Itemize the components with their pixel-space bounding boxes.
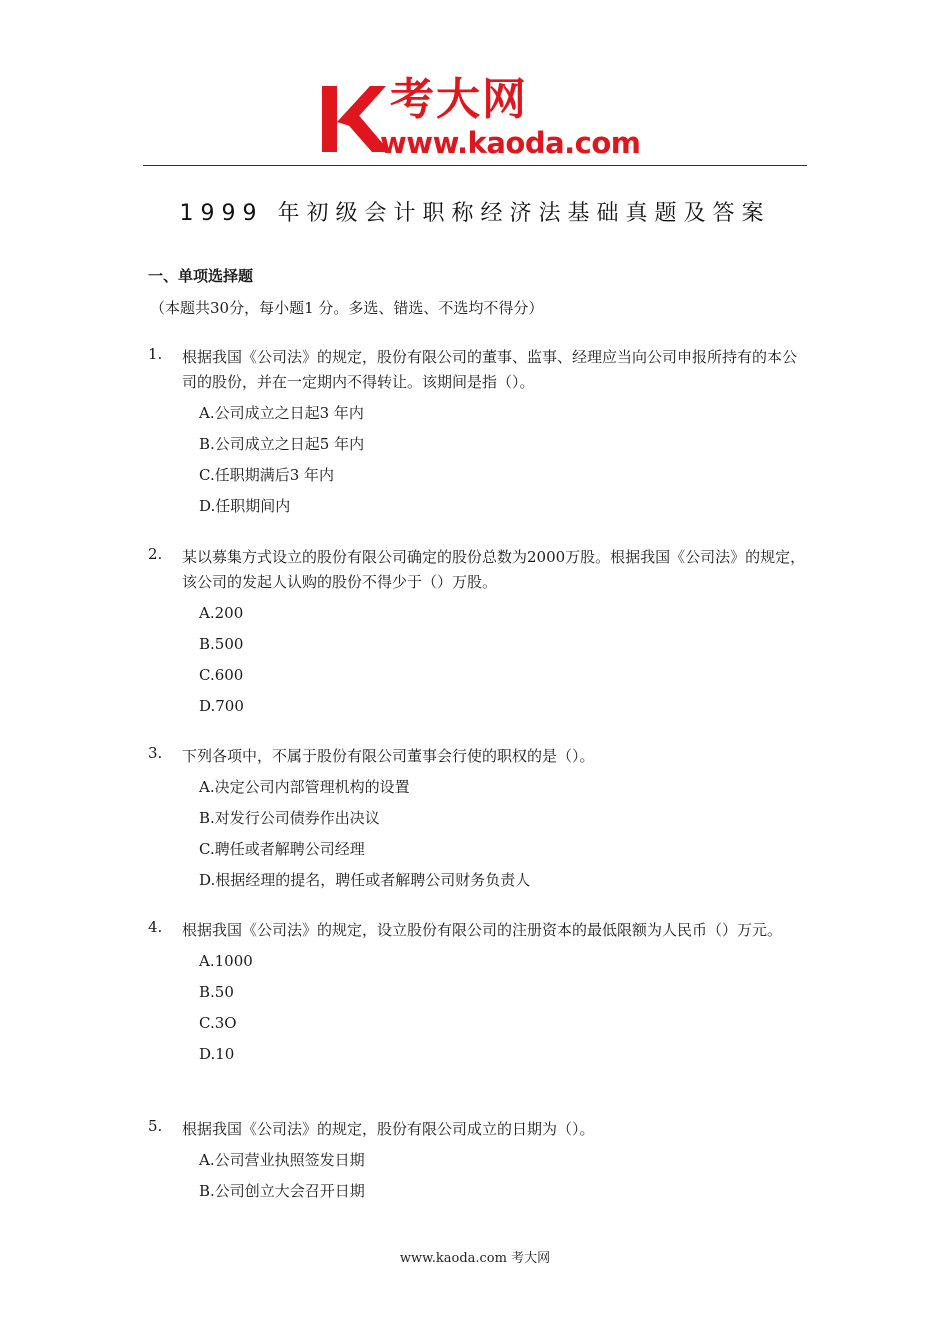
option-c: C.600	[199, 666, 244, 684]
question-stem: 根据我国《公司法》的规定，设立股份有限公司的注册资本的最低限额为人民币（）万元。	[182, 921, 783, 939]
question-stem: 根据我国《公司法》的规定，股份有限公司的董事、监事、经理应当向公司申报所持有的本公司的股份，并在一定期内不得转让。该期间是指（）。	[182, 348, 798, 391]
page-footer: www.kaoda.com 考大网	[399, 1251, 551, 1266]
option-c: C.任职期满后3 年内	[199, 466, 335, 484]
option-d: D.700	[199, 697, 244, 715]
option-b: B.公司成立之日起5 年内	[199, 435, 365, 453]
question-number: 4.	[148, 918, 163, 936]
option-b: B.50	[199, 983, 234, 1001]
option-a: A.1000	[199, 952, 253, 970]
section-heading: 一、单项选择题	[148, 267, 254, 285]
option-b: B.500	[199, 635, 244, 653]
option-d: D.根据经理的提名，聘任或者解聘公司财务负责人	[199, 871, 531, 889]
site-logo	[318, 72, 641, 162]
question-stem: 下列各项中，不属于股份有限公司董事会行使的职权的是（）。	[182, 747, 595, 765]
question-4	[148, 918, 808, 1070]
logo-text-cn: 考大网	[390, 74, 528, 125]
option-a: A.决定公司内部管理机构的设置	[199, 778, 410, 796]
logo-url: www.kaoda.com	[380, 126, 641, 160]
question-stem: 根据我国《公司法》的规定，股份有限公司成立的日期为（）。	[182, 1120, 595, 1138]
question-number: 1.	[148, 345, 163, 363]
option-c: C.聘任或者解聘公司经理	[199, 840, 365, 858]
option-a: A.公司营业执照签发日期	[199, 1151, 365, 1169]
option-a: A.公司成立之日起3 年内	[199, 404, 364, 422]
question-5	[148, 1117, 808, 1207]
question-number: 2.	[148, 545, 163, 563]
option-a: A.200	[199, 604, 244, 622]
question-1	[148, 345, 808, 522]
option-d: D.任职期间内	[199, 497, 291, 515]
page-title: 1999 年初级会计职称经济法基础真题及答案	[179, 201, 771, 226]
option-d: D.10	[199, 1045, 235, 1063]
question-2	[148, 545, 808, 722]
section-note: （本题共30分，每小题1 分。多选、错选、不选均不得分）	[150, 299, 544, 317]
question-number: 5.	[148, 1117, 163, 1135]
question-stem: 某以募集方式设立的股份有限公司确定的股份总数为2000万股。根据我国《公司法》的规定，该公司的发起人认购的股份不得少于（）万股。	[182, 548, 806, 591]
header-rule	[143, 165, 807, 166]
option-c: C.3O	[199, 1014, 237, 1032]
option-b: B.公司创立大会召开日期	[199, 1182, 365, 1200]
question-3	[148, 744, 808, 896]
question-number: 3.	[148, 744, 163, 762]
option-b: B.对发行公司债券作出决议	[199, 809, 380, 827]
